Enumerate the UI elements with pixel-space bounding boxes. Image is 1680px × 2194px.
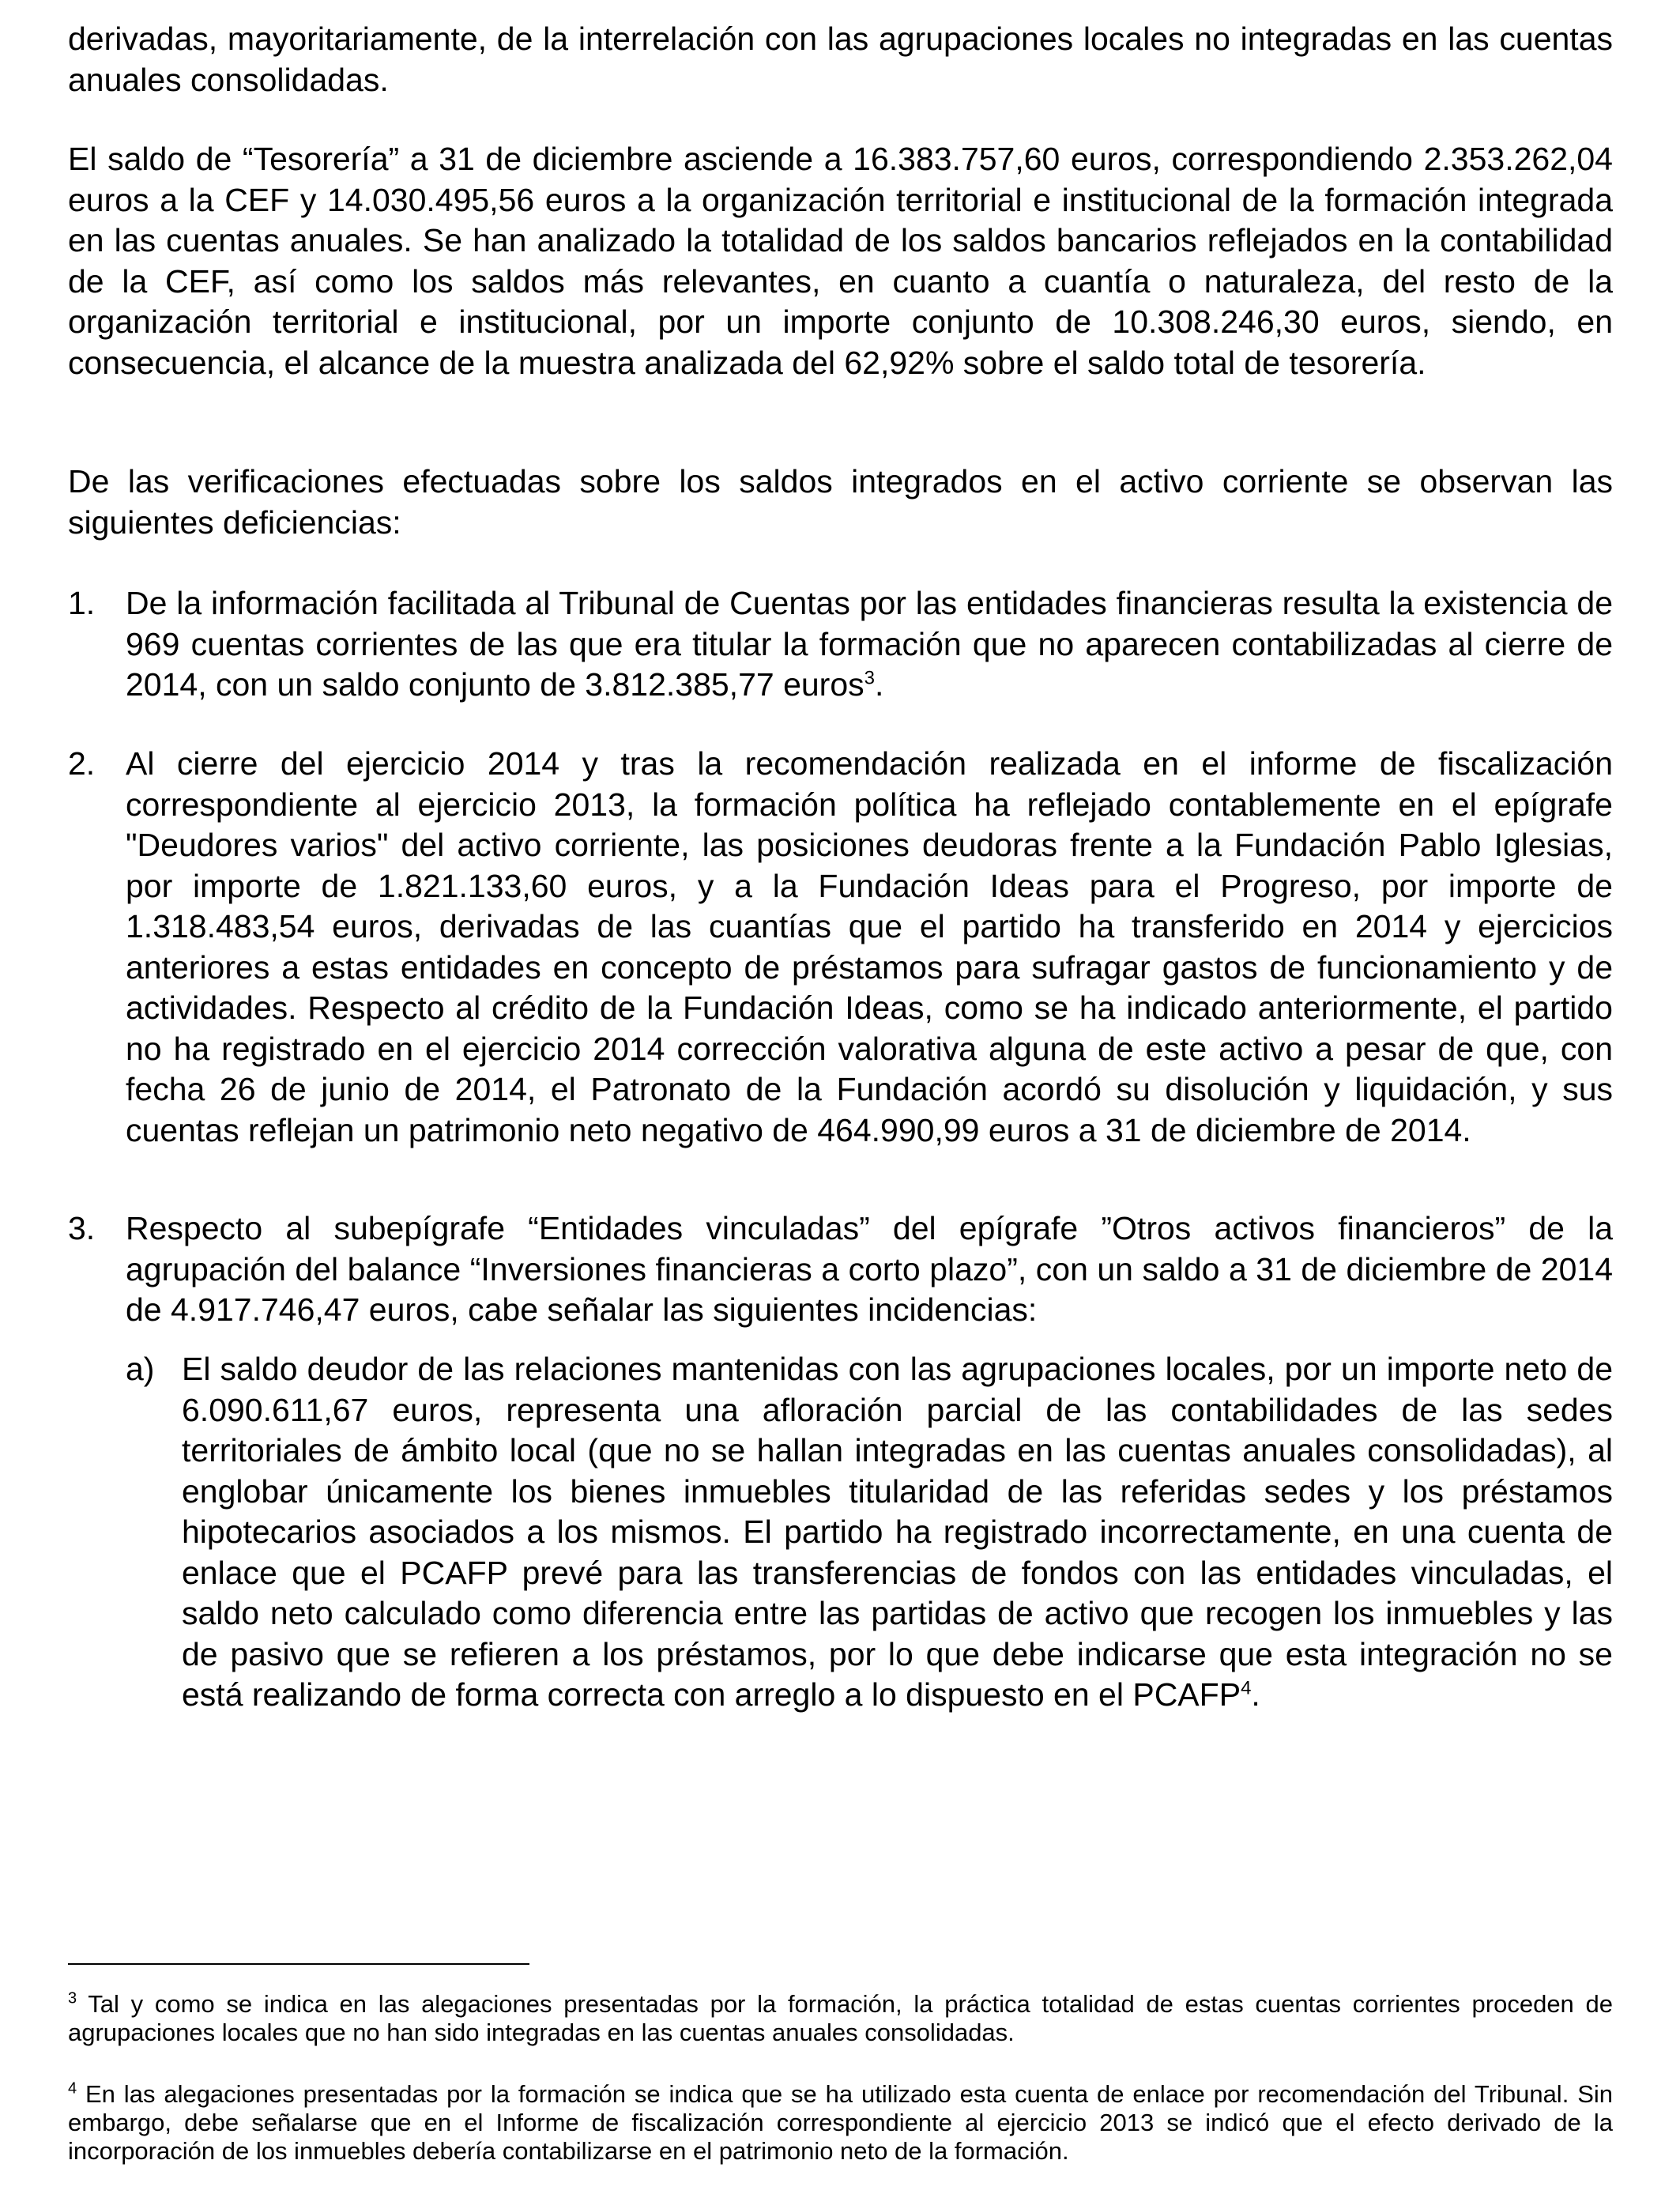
- list-item-body: De la información facilitada al Tribunal de Cuentas por las entidades financieras resulta la existencia de 969 cuentas corrientes de las que era titular la formación que no aparecen contabilizadas al cierre de 2014, con un saldo conjunto de 3.812.385,77 euros: [126, 585, 1613, 703]
- paragraph-tesoreria: El saldo de “Tesorería” a 31 de diciembre asciende a 16.383.757,60 euros, correspondiendo 2.353.262,04 euros a la CEF y 14.030.495,56 euros a la organización territorial e institucional de la formación integrada en las cuentas anuales. Se han analizado la totalidad de los saldos bancarios reflejados en la contabilidad de la CEF, así como los saldos más relevantes, en cuanto a cuantía o naturaleza, del resto de la organización territorial e institucional, por un importe conjunto de 10.308.246,30 euros, siendo, en consecuencia, el alcance de la muestra analizada del 62,92% sobre el saldo total de tesorería.: [68, 141, 1613, 381]
- list-item-tail: .: [875, 666, 884, 703]
- footnote-ref-4: 4: [1241, 1677, 1252, 1699]
- sub-list-item-text: [182, 1349, 1613, 1716]
- footnote-mark: 3: [68, 1989, 77, 2007]
- list-item-text: Respecto al subepígrafe “Entidades vinculadas” del epígrafe ”Otros activos financieros” de la agrupación del balance “Inversiones financieras a corto plazo”, con un saldo a 31 de diciembre de 2014 de 4.917.746,47 euros, cabe señalar las siguientes incidencias:: [126, 1210, 1613, 1328]
- footnote-ref-3: 3: [864, 667, 875, 689]
- paragraph-intro: derivadas, mayoritariamente, de la interrelación con las agrupaciones locales no integradas en las cuentas anuales consolidadas.: [68, 21, 1613, 98]
- paragraph-verificaciones: De las verificaciones efectuadas sobre los saldos integrados en el activo corriente se observan las siguientes deficiencias:: [68, 463, 1613, 541]
- footnote-text: En las alegaciones presentadas por la formación se indica que se ha utilizado esta cuenta de enlace por recomendación del Tribunal. Sin embargo, debe señalarse que en el Informe de fiscalización correspondiente al ejercicio 2013 se indicó que el efecto derivado de la incorporación de los inmuebles debería contabilizarse en el patrimonio neto de la formación.: [68, 2080, 1613, 2165]
- sub-list-item-letter: a): [126, 1351, 155, 1387]
- list-item-number: 3.: [68, 1210, 96, 1246]
- list-item-text: Al cierre del ejercicio 2014 y tras la recomendación realizada en el informe de fiscalización correspondiente al ejercicio 2013, la formación política ha reflejado contablemente en el epígrafe "Deudores varios" del activo corriente, las posiciones deudoras frente a la Fundación Pablo Iglesias, por importe de 1.821.133,60 euros, y a la Fundación Ideas para el Progreso, por importe de 1.318.483,54 euros, derivadas de las cuantías que el partido ha transferido en 2014 y ejercicios anteriores a estas entidades en concepto de préstamos para sufragar gastos de funcionamiento y de actividades. Respecto al crédito de la Fundación Ideas, como se ha indicado anteriormente, el partido no ha registrado en el ejercicio 2014 corrección valorativa alguna de este activo a pesar de que, con fecha 26 de junio de 2014, el Patronato de la Fundación acordó su disolución y liquidación, y sus cuentas reflejan un patrimonio neto negativo de 464.990,99 euros a 31 de diciembre de 2014.: [126, 745, 1613, 1148]
- list-item-text: [126, 583, 1613, 706]
- footnote-mark: 4: [68, 2079, 77, 2098]
- list-item-number: 1.: [68, 585, 96, 621]
- list-item-number: 2.: [68, 745, 96, 782]
- footnote-3: [68, 1990, 1613, 2047]
- sub-list-item-body: El saldo deudor de las relaciones mantenidas con las agrupaciones locales, por un importe neto de 6.090.611,67 euros, representa una afloración parcial de las contabilidades de las sedes territoriales de ámbito local (que no se hallan integradas en las cuentas anuales consolidadas), al englobar únicamente los bienes inmuebles titularidad de las referidas sedes y los préstamos hipotecarios asociados a los mismos. El partido ha registrado incorrectamente, en una cuenta de enlace que el PCAFP prevé para las transferencias de fondos con las entidades vinculadas, el saldo neto calculado como diferencia entre las partidas de activo que recogen los inmuebles y las de pasivo que se refieren a los préstamos, por lo que debe indicarse que esta integración no se está realizando de forma correcta con arreglo a lo dispuesto en el PCAFP: [182, 1351, 1613, 1713]
- footnote-text: Tal y como se indica en las alegaciones presentadas por la formación, la práctica totalidad de estas cuentas corrientes proceden de agrupaciones locales que no han sido integradas en las cuentas anuales consolidadas.: [68, 1990, 1613, 2046]
- footnote-4: [68, 2080, 1613, 2166]
- footnote-separator: [68, 1963, 529, 1965]
- sub-list-item-tail: .: [1251, 1676, 1260, 1713]
